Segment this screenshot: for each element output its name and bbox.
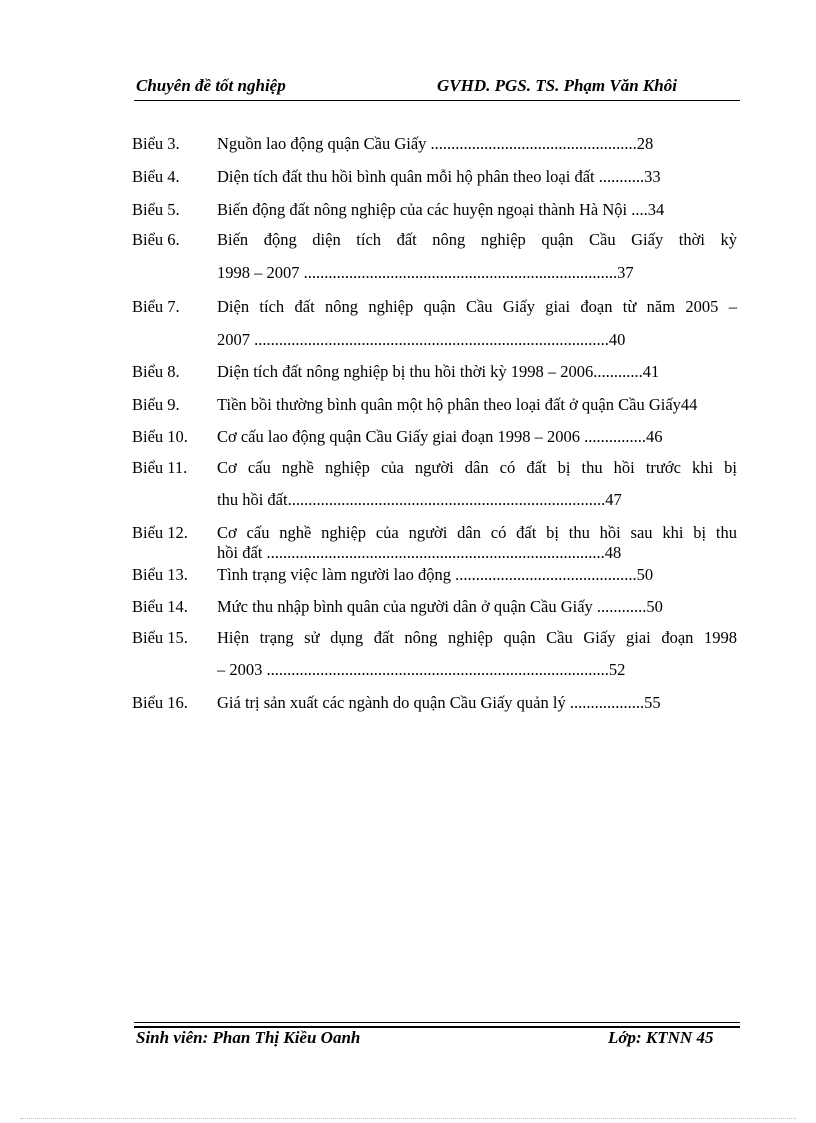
- toc-label: Biểu 11.: [132, 458, 188, 477]
- toc-entry-continuation[interactable]: hồi đất ..................................................................................48: [217, 543, 622, 562]
- toc-label: Biểu 9.: [132, 395, 180, 414]
- toc-label: Biểu 15.: [132, 628, 188, 647]
- toc-label: Biểu 16.: [132, 693, 188, 712]
- toc-label: Biểu 14.: [132, 597, 188, 616]
- footer-divider: [134, 1022, 740, 1023]
- toc-entry[interactable]: Diện tích đất thu hồi bình quân mỗi hộ phân theo loại đất ...........33: [217, 167, 661, 186]
- toc-entry-continuation[interactable]: 2007 ......................................................................................40: [217, 330, 626, 349]
- toc-entry-continuation[interactable]: 1998 – 2007 ............................................................................37: [217, 263, 634, 282]
- header-title: Chuyên đề tốt nghiệp: [136, 76, 286, 95]
- footer-class: Lớp: KTNN 45: [608, 1028, 714, 1047]
- toc-label: Biểu 3.: [132, 134, 180, 153]
- toc-label: Biểu 5.: [132, 200, 180, 219]
- toc-entry[interactable]: Cơ cấu nghề nghiệp của người dân có đất bị thu hồi trước khi bị: [217, 458, 737, 477]
- toc-label: Biểu 8.: [132, 362, 180, 381]
- toc-entry[interactable]: Tình trạng việc làm người lao động ............................................50: [217, 565, 654, 584]
- toc-entry[interactable]: Hiện trạng sử dụng đất nông nghiệp quận Cầu Giấy giai đoạn 1998: [217, 628, 737, 647]
- toc-label: Biểu 12.: [132, 523, 188, 542]
- toc-entry[interactable]: Cơ cấu nghề nghiệp của người dân có đất bị thu hồi sau khi bị thu: [217, 523, 737, 542]
- toc-entry[interactable]: Diện tích đất nông nghiệp quận Cầu Giấy giai đoạn từ năm 2005 –: [217, 297, 737, 316]
- toc-label: Biểu 10.: [132, 427, 188, 446]
- toc-entry-continuation[interactable]: – 2003 ...................................................................................52: [217, 660, 626, 679]
- toc-label: Biểu 13.: [132, 565, 188, 584]
- toc-entry[interactable]: Nguồn lao động quận Cầu Giấy ..................................................28: [217, 134, 654, 153]
- toc-label: Biểu 7.: [132, 297, 180, 316]
- toc-label: Biểu 6.: [132, 230, 180, 249]
- toc-label: Biểu 4.: [132, 167, 180, 186]
- toc-entry[interactable]: Giá trị sản xuất các ngành do quận Cầu Giấy quản lý ..................55: [217, 693, 661, 712]
- toc-entry[interactable]: Biến động đất nông nghiệp của các huyện ngoại thành Hà Nội ....34: [217, 200, 665, 219]
- header-advisor: GVHD. PGS. TS. Phạm Văn Khôi: [437, 76, 677, 95]
- toc-entry[interactable]: Diện tích đất nông nghiệp bị thu hồi thời kỳ 1998 – 2006............41: [217, 362, 660, 381]
- toc-entry[interactable]: Mức thu nhập bình quân của người dân ở quận Cầu Giấy ............50: [217, 597, 663, 616]
- toc-entry[interactable]: Cơ cấu lao động quận Cầu Giấy giai đoạn 1998 – 2006 ...............46: [217, 427, 663, 446]
- page-edge-dotted-line: [20, 1118, 796, 1119]
- toc-entry[interactable]: Tiền bồi thường bình quân một hộ phân theo loại đất ở quận Cầu Giấy44: [217, 395, 698, 414]
- footer-student: Sinh viên: Phan Thị Kiều Oanh: [136, 1028, 361, 1047]
- toc-entry[interactable]: Biến động diện tích đất nông nghiệp quận Cầu Giấy thời kỳ: [217, 230, 737, 249]
- toc-entry-continuation[interactable]: thu hồi đất.............................................................................47: [217, 490, 622, 509]
- page-footer: [134, 1028, 740, 1052]
